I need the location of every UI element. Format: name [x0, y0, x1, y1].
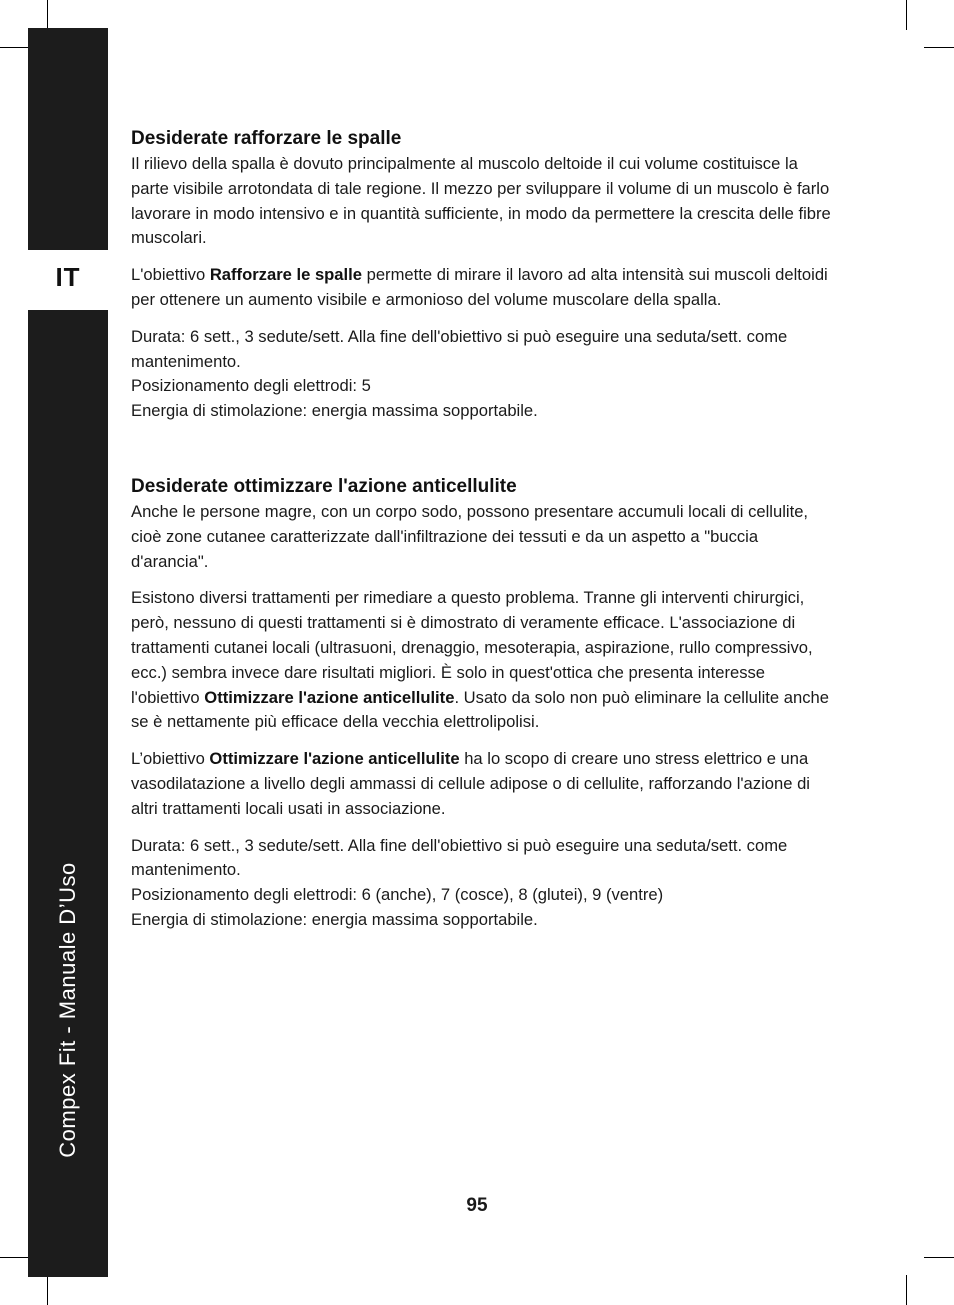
duration-text: Durata: 6 sett., 3 sedute/sett. Alla fine dell'obiettivo si può eseguire una seduta/sett. come mantenimento. — [131, 835, 788, 880]
program-details — [131, 834, 831, 933]
main-content — [131, 126, 831, 945]
crop-mark — [0, 1257, 30, 1258]
energy-text: Energia di stimolazione: energia massima sopportabile. — [131, 401, 538, 421]
paragraph: Anche le persone magre, con un corpo sodo, possono presentare accumuli locali di cellulite, cioè zone cutanee caratterizzate dall'infiltrazione dei tessuti e da un aspetto a "buccia d'arancia". — [131, 501, 809, 571]
paragraph: Esistono diversi trattamenti per rimediare a questo problema. Tranne gli interventi chirurgici, però, nessuno di questi trattamenti si è dimostrato di veramente efficace. L'associazione di trattamenti cutanei locali (ultrasuoni, drenaggio, mesoterapia, aspirazione, rullo compressivo, ecc.) sembra invece dare risultati migliori. È solo in quest'ottica che presenta interesse l'obiettivo Ottimizzare l'azione anticellulite. Usato da solo non può eliminare la cellulite anche se è nettamente più efficace della vecchia elettrolipolisi. — [131, 588, 829, 732]
electrodes-text: Posizionamento degli elettrodi: 5 — [131, 376, 371, 396]
program-name: Rafforzare le spalle — [209, 265, 362, 285]
language-tag: IT — [55, 262, 81, 292]
duration-text: Durata: 6 sett., 3 sedute/sett. Alla fine dell'obiettivo si può eseguire una seduta/sett. come mantenimento. — [131, 326, 788, 371]
crop-mark — [47, 0, 48, 30]
sidebar-top-band — [28, 28, 108, 250]
electrodes-text: Posizionamento degli elettrodi: 6 (anche), 7 (cosce), 8 (glutei), 9 (ventre) — [131, 885, 664, 905]
crop-mark — [924, 1257, 954, 1258]
program-name: Ottimizzare l'azione anticellulite — [209, 749, 460, 769]
program-details — [131, 325, 831, 424]
page-number: 95 — [466, 1195, 488, 1216]
crop-mark — [906, 0, 907, 30]
section-title: Desiderate rafforzare le spalle — [131, 128, 402, 149]
section-shoulders — [131, 126, 831, 424]
crop-mark — [0, 47, 30, 48]
program-name: Ottimizzare l'azione anticellulite — [204, 687, 455, 707]
paragraph: L'obiettivo Rafforzare le spalle permette di mirare il lavoro ad alta intensità sui muscoli deltoidi per ottenere un aumento visibile e armonioso del volume muscolare della spalla. — [131, 265, 828, 309]
paragraph: Il rilievo della spalla è dovuto principalmente al muscolo deltoide il cui volume costituisce la parte visibile arrotondata di tale regione. Il mezzo per sviluppare il volume di un muscolo è farlo lavorare in modo intensivo e in quantità sufficiente, in modo da permettere la crescita delle fibre muscolari. — [131, 154, 831, 248]
section-anticellulite — [131, 474, 831, 933]
crop-mark — [47, 1275, 48, 1305]
energy-text: Energia di stimolazione: energia massima sopportabile. — [131, 909, 538, 929]
section-spacer — [131, 436, 831, 474]
crop-mark — [906, 1275, 907, 1305]
crop-mark — [924, 47, 954, 48]
manual-title: Compex Fit - Manuale D’Uso — [55, 862, 80, 1158]
section-title: Desiderate ottimizzare l'azione anticellulite — [131, 475, 517, 497]
paragraph: L’obiettivo Ottimizzare l'azione anticellulite ha lo scopo di creare uno stress elettrico e una vasodilatazione a livello degli ammassi di cellule adipose o di cellulite, rafforzando l'azione di altri trattamenti locali usati in associazione. — [131, 749, 810, 818]
